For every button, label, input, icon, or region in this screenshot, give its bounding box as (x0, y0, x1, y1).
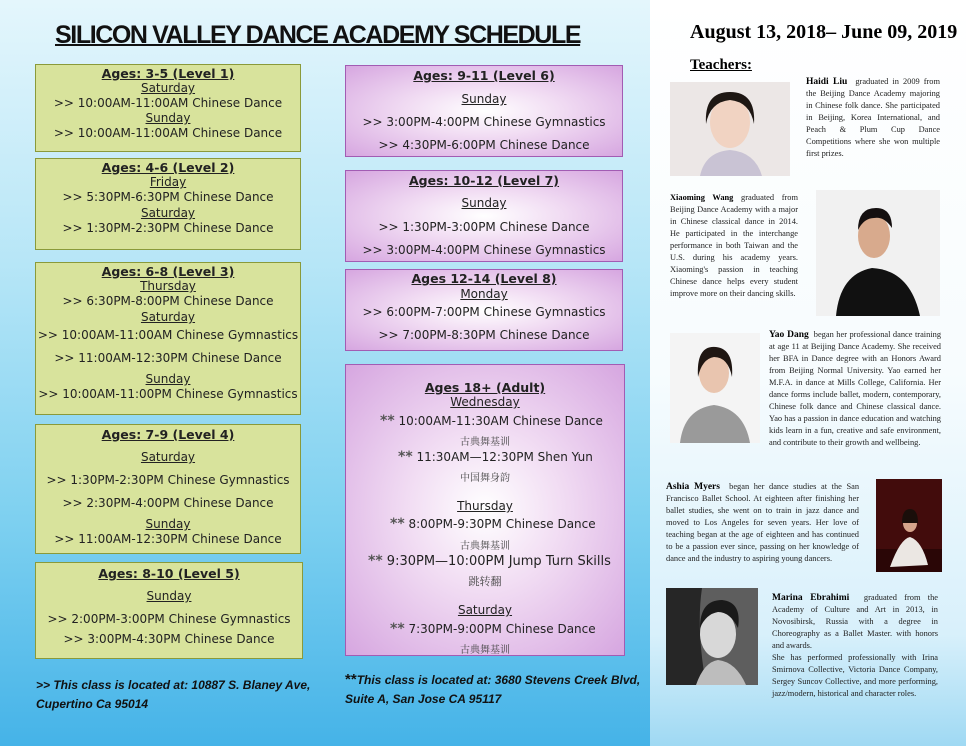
day-label: Sunday (145, 517, 191, 531)
class-time: >> 6:30PM-8:00PM Chinese Dance (62, 294, 274, 308)
level-8-box (345, 269, 623, 351)
level-heading: Ages: 4-6 (Level 2) (101, 160, 235, 175)
level-heading: Ages: 7-9 (Level 4) (101, 427, 235, 442)
teacher-bio-xiaoming-wang (670, 192, 798, 300)
class-chinese-name: 跳转翻 (468, 575, 502, 588)
haidi-liu-photo (670, 82, 790, 176)
day-label: Friday (149, 175, 187, 189)
level-4-box (35, 424, 301, 554)
class-time: >> 1:30PM-2:30PM Chinese Dance (62, 221, 274, 235)
day-label: Saturday (140, 310, 196, 324)
teacher-bio-haidi-liu (806, 76, 940, 160)
day-label: Saturday (140, 206, 196, 220)
teacher-bio-text: began her professional dance training at age 11 at Beijing Dance Academy. She received her BFA in Dance degree with an Honors Award from Beijing Normal University. Yao earned her M.F.A. in dance at Mills College, California. Her dance forms include ballet, modern, contemporary, Chinese folk dance and Chinese classical dance. Yao has a passion in dance education and watching kids learn in a fun, creative and safe environment, and contribute to their growth and wellbeing. (769, 330, 942, 447)
teacher-name: Yao Dang (769, 330, 809, 340)
class-chinese-name: 中国舞身韵 (460, 473, 510, 484)
teacher-bio-text: graduated in 2009 from the Beijing Dance Academy majoring in Chinese folk dance. She participated in Beijing, Korea International, and Peach & Plum Cup Dance Competitions where she won multiple first prizes. (806, 77, 940, 158)
cupertino-location-note: >> This class is located at: 10887 S. Blaney Ave, Cupertino Ca 95014 (36, 678, 311, 711)
page-title: SILICON VALLEY DANCE ACADEMY SCHEDULE (55, 21, 581, 49)
day-label: Sunday (146, 589, 192, 603)
sanjose-location-text: This class is located at: 3680 Stevens Creek Blvd, Suite A, San Jose CA 95117 (345, 673, 641, 706)
class-chinese-name: 古典舞基训 (460, 541, 510, 552)
level-heading: Ages: 10-12 (Level 7) (408, 173, 560, 188)
class-time: >> 1:30PM-3:00PM Chinese Dance (378, 220, 590, 234)
class-chinese-name: 古典舞基训 (460, 645, 510, 656)
class-time: >> 5:30PM-6:30PM Chinese Dance (62, 190, 274, 204)
level-heading: Ages: 8-10 (Level 5) (98, 566, 240, 581)
level-heading: Ages: 6-8 (Level 3) (101, 264, 235, 279)
marina-ebrahimi-photo (666, 588, 758, 685)
teacher-bio-text-2: She has performed professionally with Irina Smirnova Collective, Victoria Dance Company, Sergey Suncov Collective, and more performing, jazz/modern, historical and character roles. (772, 653, 938, 698)
level-3-box (35, 262, 301, 415)
location-marker: ** (398, 449, 413, 465)
level-heading: Ages: 3-5 (Level 1) (101, 66, 235, 81)
xiaoming-wang-photo (816, 190, 940, 316)
day-label: Thursday (457, 499, 513, 513)
class-time: 11:30AM—12:30PM Shen Yun (416, 450, 593, 464)
class-time: 9:30PM—10:00PM Jump Turn Skills (386, 554, 611, 569)
teacher-bio-text: began her dance studies at the San Francisco Ballet School. At eighteen after finishing her ballet studies, she went on to train in jazz dance and moved to Los Angeles for seven years. Her love of teaching began at the age of eighteen and has continued to be a passion ever since, passing on her knowledge of dance and the industry to aspiring young dancers. (666, 482, 860, 563)
day-label: Saturday (140, 450, 196, 464)
class-time: >> 3:00PM-4:30PM Chinese Dance (63, 632, 275, 646)
teacher-bio-ashia-myers (666, 481, 859, 565)
day-label: Wednesday (450, 395, 520, 409)
teacher-bio-text: graduated from the Academy of Culture and Art in 2013, in Novosibirsk, Russia with a degree in Choreography as a Ballet Master. with honors and awards. (772, 593, 939, 650)
location-marker: ** (368, 553, 383, 569)
yao-dang-photo (670, 333, 760, 443)
day-label: Monday (460, 287, 508, 301)
teacher-name: Ashia Myers (666, 482, 720, 492)
teacher-name: Xiaoming Wang (670, 193, 734, 202)
class-time: >> 1:30PM-2:30PM Chinese Gymnastics (46, 473, 290, 487)
teachers-heading: Teachers: (690, 57, 752, 73)
adult-level-box (345, 364, 625, 656)
class-time: >> 2:30PM-4:00PM Chinese Dance (62, 496, 274, 510)
sanjose-location-note (345, 670, 645, 709)
class-time: >> 3:00PM-4:00PM Chinese Gymnastics (362, 115, 606, 129)
class-time: >> 4:30PM-6:00PM Chinese Dance (378, 138, 590, 152)
level-7-box (345, 170, 623, 262)
date-range: August 13, 2018– June 09, 2019 (690, 21, 958, 43)
teacher-name: Marina Ebrahimi (772, 593, 850, 603)
class-time: >> 3:00PM-4:00PM Chinese Gymnastics (362, 243, 606, 257)
level-5-box (35, 562, 303, 659)
day-label: Sunday (145, 372, 191, 386)
level-1-box (35, 64, 301, 152)
teacher-name: Haidi Liu (806, 77, 848, 87)
location-marker: ** (390, 621, 405, 637)
class-time: 8:00PM-9:30PM Chinese Dance (408, 517, 596, 531)
ashia-myers-photo (876, 479, 942, 572)
day-label: Thursday (140, 279, 196, 293)
class-chinese-name: 古典舞基训 (460, 437, 510, 448)
class-time: >> 7:00PM-8:30PM Chinese Dance (378, 328, 590, 342)
location-marker: ** (380, 413, 395, 429)
day-label: Sunday (461, 196, 507, 210)
class-time: >> 11:00AM-12:30PM Chinese Dance (54, 532, 282, 546)
level-6-box (345, 65, 623, 157)
location-marker: ** (345, 671, 357, 688)
class-time: 10:00AM-11:30AM Chinese Dance (398, 414, 603, 428)
teacher-bio-marina-ebrahimi (772, 592, 938, 700)
class-time: >> 2:00PM-3:00PM Chinese Gymnastics (47, 612, 291, 626)
class-time: >> 10:00AM-11:00PM Chinese Gymnastics (38, 387, 298, 401)
level-heading: Ages 12-14 (Level 8) (411, 271, 557, 286)
day-label: Sunday (145, 111, 191, 125)
class-time: >> 10:00AM-11:00AM Chinese Gymnastics (37, 328, 299, 342)
day-label: Saturday (140, 81, 196, 95)
level-heading: Ages 18+ (Adult) (424, 380, 546, 395)
level-2-box (35, 158, 301, 250)
day-label: Sunday (461, 92, 507, 106)
level-heading: Ages: 9-11 (Level 6) (413, 68, 555, 83)
class-time: >> 11:00AM-12:30PM Chinese Dance (54, 351, 282, 365)
class-time: >> 10:00AM-11:00AM Chinese Dance (53, 126, 283, 140)
class-time: >> 6:00PM-7:00PM Chinese Gymnastics (362, 305, 606, 319)
class-time: >> 10:00AM-11:00AM Chinese Dance (53, 96, 283, 110)
teacher-bio-yao-dang (769, 329, 941, 449)
class-time: 7:30PM-9:00PM Chinese Dance (408, 622, 596, 636)
teacher-bio-text: graduated from Beijing Dance Academy with a major in Chinese classical dance in 2014. He participated in the interchange performance in both Taiwan and the U.S. during his academy years. Xiaoming's passion in teaching Chinese dance helps every student improve more on their dancing skills. (670, 193, 798, 298)
day-label: Saturday (457, 603, 513, 617)
location-marker: ** (390, 516, 405, 532)
